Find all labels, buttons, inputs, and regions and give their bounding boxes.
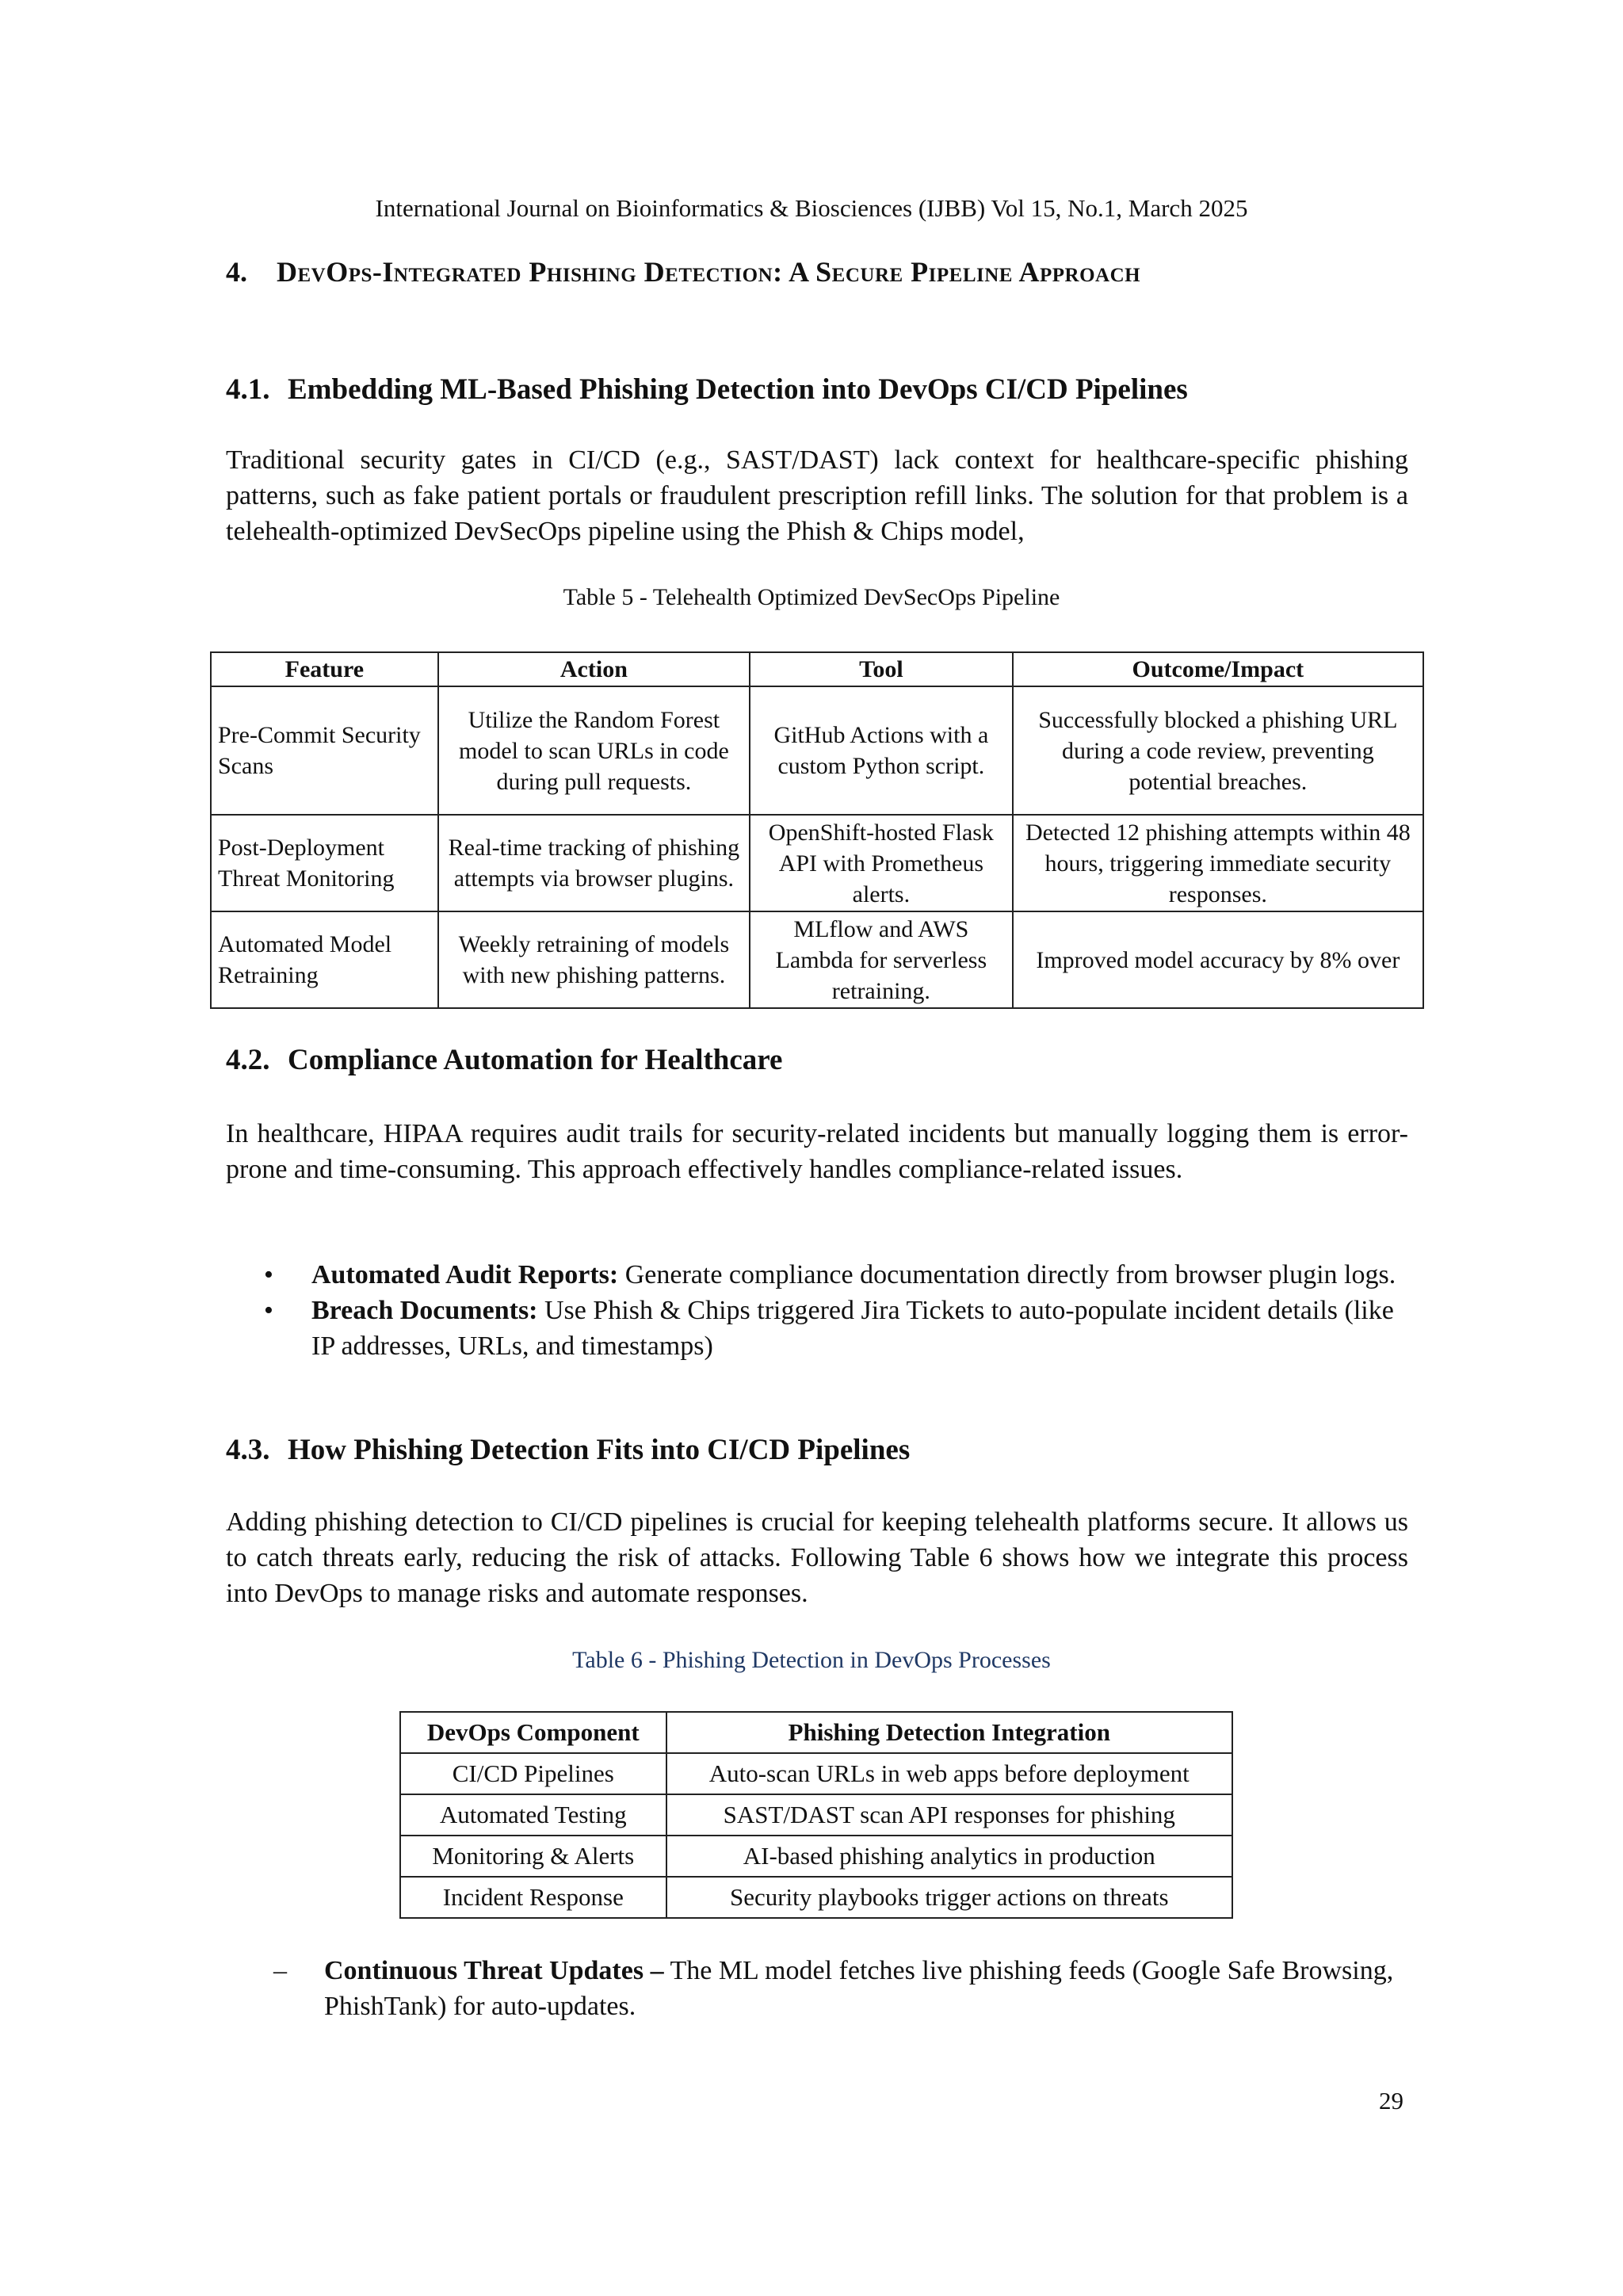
subsection-title: Embedding ML-Based Phishing Detection into DevOps CI/CD Pipelines xyxy=(288,373,1188,406)
table-cell: Automated Testing xyxy=(400,1794,666,1836)
table-cell: Successfully blocked a phishing URL during a code review, preventing potential breaches. xyxy=(1013,686,1423,815)
bullet-text: Use Phish & Chips triggered Jira Tickets to auto-populate incident details (like IP addresses, URLs, and timestamps) xyxy=(311,1296,1394,1361)
column-header: Tool xyxy=(750,652,1013,686)
bullet-bold-label: Automated Audit Reports: xyxy=(311,1260,619,1289)
subsection-4-2-heading xyxy=(226,1043,1408,1077)
table-cell: Detected 12 phishing attempts within 48 hours, triggering immediate security responses. xyxy=(1013,815,1423,911)
dash-item-bold-label: Continuous Threat Updates – xyxy=(324,1956,664,1985)
list-item xyxy=(226,1257,1408,1293)
subsection-4-3-heading xyxy=(226,1433,1408,1467)
page-number: 29 xyxy=(1379,2087,1403,2115)
table-5 xyxy=(210,651,1424,1009)
table-row xyxy=(400,1753,1232,1794)
table-cell: MLflow and AWS Lambda for serverless retraining. xyxy=(750,911,1013,1008)
subsection-title: Compliance Automation for Healthcare xyxy=(288,1044,783,1076)
table-row xyxy=(211,815,1423,911)
table-row xyxy=(400,1794,1232,1836)
paragraph-4-2: In healthcare, HIPAA requires audit trails for security-related incidents but manually logging them is error-prone and time-consuming. This approach effectively handles compliance-related issues. xyxy=(226,1119,1408,1184)
table-cell: Incident Response xyxy=(400,1877,666,1918)
dash-glyph: – xyxy=(273,1956,287,1985)
column-header: DevOps Component xyxy=(400,1712,666,1753)
bullet-glyph: • xyxy=(264,1260,273,1289)
table-cell: Monitoring & Alerts xyxy=(400,1836,666,1877)
table-cell: CI/CD Pipelines xyxy=(400,1753,666,1794)
paragraph-4-3: Adding phishing detection to CI/CD pipelines is crucial for keeping telehealth platforms secure. It allows us to catch threats early, reducing the risk of attacks. Following Table 6 shows how we integrate this process into DevOps to manage risks and automate responses. xyxy=(226,1507,1408,1608)
table-6-caption: Table 6 - Phishing Detection in DevOps Processes xyxy=(572,1647,1051,1673)
table-cell: SAST/DAST scan API responses for phishing xyxy=(666,1794,1232,1836)
table-cell: OpenShift-hosted Flask API with Prometheus alerts. xyxy=(750,815,1013,911)
column-header: Action xyxy=(438,652,750,686)
table-header-row xyxy=(211,652,1423,686)
table-cell: Auto-scan URLs in web apps before deployment xyxy=(666,1753,1232,1794)
table-row xyxy=(211,686,1423,815)
bullet-bold-label: Breach Documents: xyxy=(311,1296,538,1325)
running-header: International Journal on Bioinformatics & Biosciences (IJBB) Vol 15, No.1, March 2025 xyxy=(375,194,1248,222)
bullet-glyph: • xyxy=(264,1296,273,1325)
column-header: Feature xyxy=(211,652,438,686)
dash-list-item xyxy=(226,1953,1408,2024)
table-cell: Improved model accuracy by 8% over xyxy=(1013,911,1423,1008)
subsection-number: 4.3. xyxy=(226,1434,270,1466)
section-4-heading xyxy=(226,252,1408,292)
table-cell: Automated Model Retraining xyxy=(211,911,438,1008)
table-header-row xyxy=(400,1712,1232,1753)
subsection-number: 4.2. xyxy=(226,1044,270,1076)
subsection-number: 4.1. xyxy=(226,373,270,406)
table-cell: GitHub Actions with a custom Python script. xyxy=(750,686,1013,815)
table-cell: Post-Deployment Threat Monitoring xyxy=(211,815,438,911)
table-cell: Real-time tracking of phishing attempts via browser plugins. xyxy=(438,815,750,911)
dash-item-text: The ML model fetches live phishing feeds (Google Safe Browsing, PhishTank) for auto-updates. xyxy=(324,1956,1394,2021)
table-cell: Security playbooks trigger actions on threats xyxy=(666,1877,1232,1918)
section-number: 4. xyxy=(226,256,247,288)
paragraph-4-1: Traditional security gates in CI/CD (e.g., SAST/DAST) lack context for healthcare-specific phishing patterns, such as fake patient portals or fraudulent prescription refill links. The solution for that problem is a telehealth-optimized DevSecOps pipeline using the Phish & Chips model, xyxy=(226,445,1408,546)
subsection-4-1-heading xyxy=(226,372,1408,407)
table-cell: AI-based phishing analytics in production xyxy=(666,1836,1232,1877)
column-header: Phishing Detection Integration xyxy=(666,1712,1232,1753)
column-header: Outcome/Impact xyxy=(1013,652,1423,686)
table-row xyxy=(211,911,1423,1008)
table-cell: Utilize the Random Forest model to scan URLs in code during pull requests. xyxy=(438,686,750,815)
bullet-text: Generate compliance documentation directly from browser plugin logs. xyxy=(618,1260,1396,1289)
table-row xyxy=(400,1877,1232,1918)
table-cell: Pre-Commit Security Scans xyxy=(211,686,438,815)
table-6 xyxy=(399,1711,1233,1919)
table-row xyxy=(400,1836,1232,1877)
section-title: DevOps-Integrated Phishing Detection: A Secure Pipeline Approach xyxy=(277,256,1141,288)
table-cell: Weekly retraining of models with new phishing patterns. xyxy=(438,911,750,1008)
bullet-list xyxy=(226,1257,1408,1364)
list-item xyxy=(226,1293,1408,1364)
table-5-caption: Table 5 - Telehealth Optimized DevSecOps Pipeline xyxy=(563,584,1060,610)
subsection-title: How Phishing Detection Fits into CI/CD Pipelines xyxy=(288,1434,911,1466)
